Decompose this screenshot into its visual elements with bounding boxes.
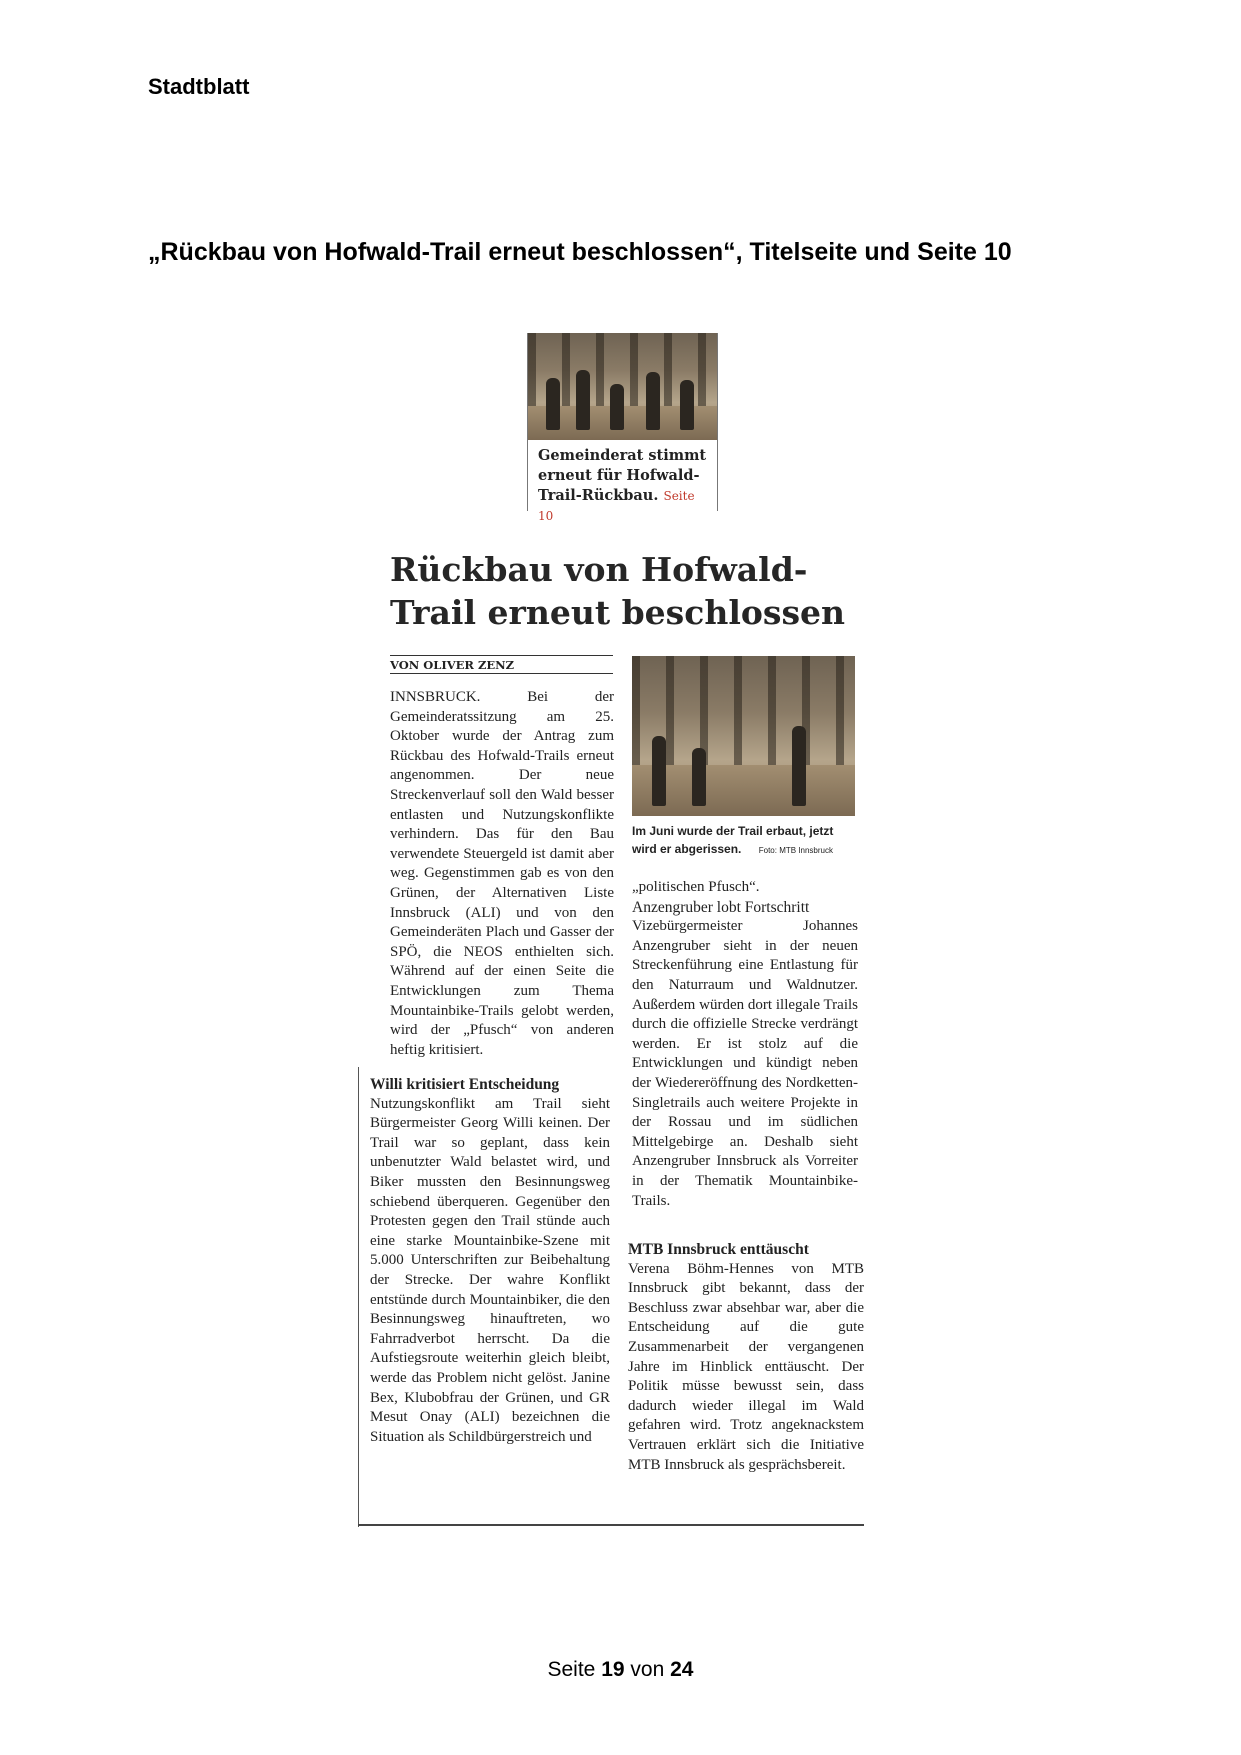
article-continuation: „politischen Pfusch“. [632,879,760,895]
section-heading-mtb: MTB Innsbruck enttäuscht [628,1241,809,1258]
trail-builders-photo [632,656,855,816]
article-bottom-rule [358,1524,864,1526]
total-pages: 24 [670,1658,694,1681]
document-title: „Rückbau von Hofwald-Trail erneut beschlossen“, Titelseite und Seite 10 [148,238,1012,266]
photo-credit: Foto: MTB Innsbruck [758,846,833,855]
source-name: Stadtblatt [148,74,250,99]
page-middle: von [630,1658,665,1681]
article-headline: Rückbau von Hofwald-Trail erneut beschlossen [390,550,846,632]
front-page-teaser [538,446,710,526]
section-text-anzengruber: Vizebürgermeister Johannes Anzengruber sieht in der neuen Streckenführung eine Entlastung für den Naturraum und Waldnutzer. Außerdem würden dort illegale Trails durch die offizielle Strecke verdrängt werden. Er ist stolz auf die Entwicklungen und kündigt neben der Wiedereröffnung des Nordketten-Singletrails auch weitere Projekte in der Rossau und im südlichen Mittelgebirge an. Deshalb sieht Anzengruber Innsbruck als Vorreiter in der Thematik Mountainbike-Trails. [632,918,858,1209]
article-intro: INNSBRUCK. Bei der Gemeinderatssitzung am 25. Oktober wurde der Antrag zum Rückbau des Hofwald-Trails erneut angenommen. Der neue Streckenverlauf soll den Wald besser entlasten und Nutzungskonflikte verhindern. Das für den Bau verwendete Steuergeld ist damit aber weg. Gegenstimmen gab es von den Grünen, der Alternativen Liste Innsbruck (ALI) und von den Gemeinderäten Plach und Gasser der SPÖ, die NEOS enthielten sich. Während auf der einen Seite die Entwicklungen zum Thema Mountainbike-Trails gelobt werden, wird der „Pfusch“ von anderen heftig kritisiert. [390,689,614,1058]
photo-caption-text: Im Juni wurde der Trail erbaut, jetzt wird er abgerissen. [632,824,834,856]
article-intro-column [390,688,614,1060]
teaser-text: Gemeinderat stimmt erneut für Hofwald-Trail-Rückbau. [538,447,707,504]
teaser-page-ref: Seite 10 [538,489,695,523]
article-column-left-bottom [370,1075,610,1447]
trail-work-photo [528,333,717,440]
section-text-mtb: Verena Böhm-Hennes von MTB Innsbruck gibt bekannt, dass der Beschluss zwar absehbar war, aber die Entscheidung auf die gute Zusammenarbeit der vergangenen Jahre im Hinblick enttäuscht. Der Politik müsse bewusst sein, dass dadurch wieder illegal im Wald gefahren wird. Trotz angeknackstem Vertrauen erklärt sich die Initiative MTB Innsbruck als gesprächsbereit. [628,1260,864,1473]
article-column-right-bottom [628,1240,864,1475]
front-page-clipping [527,333,718,523]
section-heading-anzengruber: Anzengruber lobt Fortschritt [632,898,810,916]
page-prefix: Seite [547,1658,596,1681]
photo-caption [632,822,858,860]
article-byline: VON OLIVER ZENZ [390,655,613,674]
section-text-willi: Nutzungskonflikt am Trail sieht Bürgermeister Georg Willi keinen. Der Trail war so geplant, dass kein unbenutzter Wald belastet wird, und Biker mussten den Besinnungsweg schiebend überqueren. Gegenüber den Protesten gegen den Trail stünde auch eine starke Mountainbike-Szene mit 5.000 Unterschriften zur Beibehaltung der Strecke. Der wahre Konflikt entstünde durch Mountainbiker, die den Besinnungsweg hinauftreten, wo Fahrradverbot herrscht. Da die Aufstiegsroute weiterhin gleich bleibt, werde das Problem nicht gelöst. Janine Bex, Klubobfrau der Grünen, und GR Mesut Onay (ALI) bezeichnen die Situation als Schildbürgerstreich und [370,1095,610,1445]
page-number [0,1658,1241,1682]
column-rule [358,1067,359,1527]
section-heading-willi: Willi kritisiert Entscheidung [370,1076,560,1093]
article-column-right-top [632,878,858,1211]
current-page: 19 [601,1658,625,1681]
